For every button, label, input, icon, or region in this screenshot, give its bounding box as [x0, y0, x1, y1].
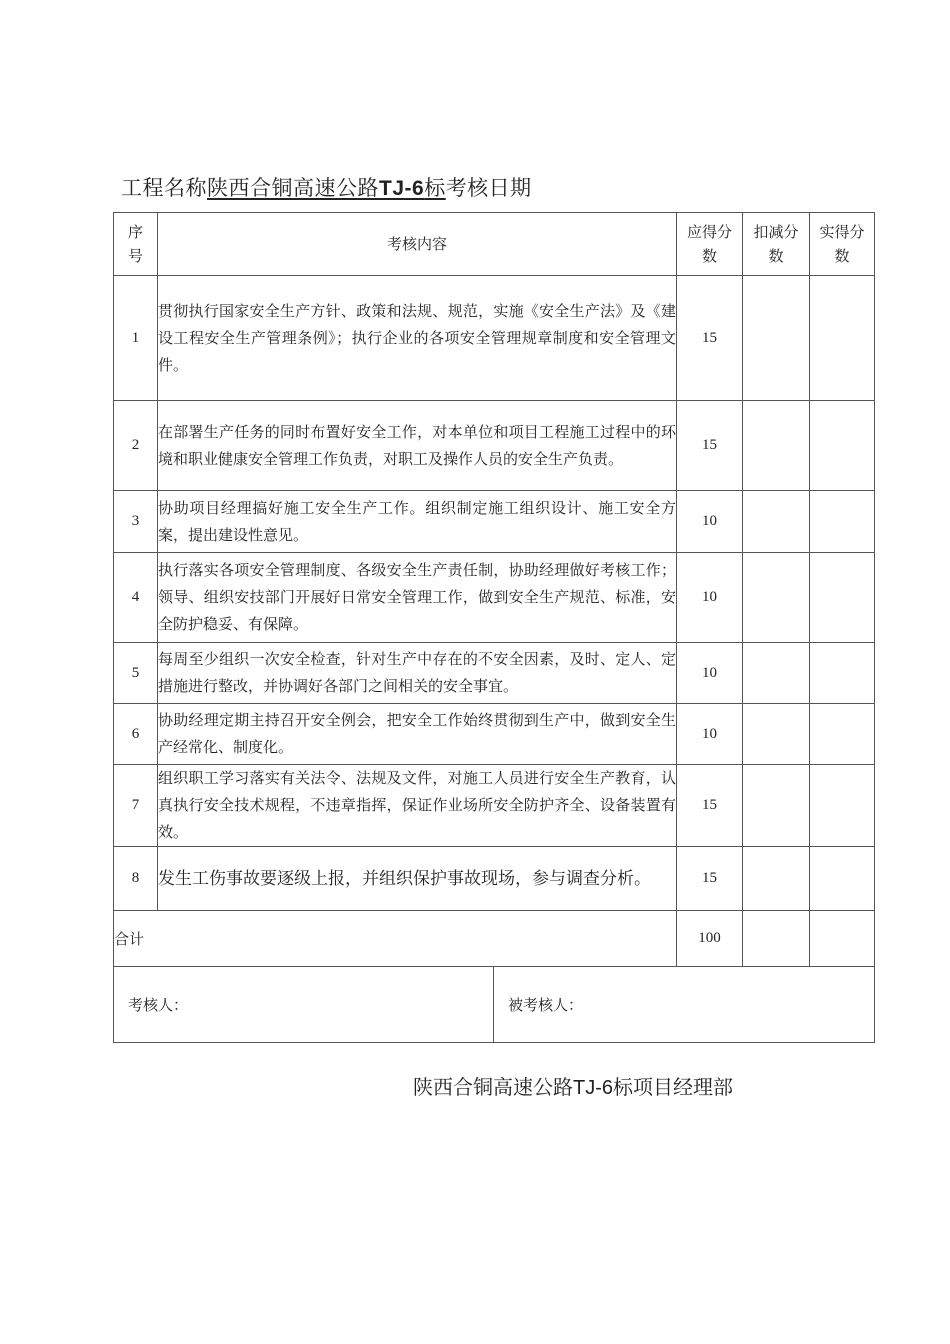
table-row: [114, 643, 875, 704]
row-deduction-cell[interactable]: [743, 704, 810, 765]
total-deduction-cell[interactable]: [743, 911, 810, 967]
total-actual-cell[interactable]: [810, 911, 875, 967]
header-line: [121, 172, 532, 202]
assessment-table: [113, 212, 875, 1043]
row-content: 每周至少组织一次安全检查，针对生产中存在的不安全因素，及时、定人、定措施进行整改，并协调好各部门之间相关的安全事宜。: [158, 650, 676, 695]
row-full-score: 15: [677, 765, 743, 847]
signature-cell: [114, 967, 875, 1043]
row-seq: 7: [114, 765, 158, 847]
row-full-score: 15: [677, 276, 743, 401]
table-row: [114, 401, 875, 491]
table-row: [114, 765, 875, 847]
org-name-part: 陕西合铜高速公路: [413, 1075, 573, 1099]
project-code: TJ-6: [379, 177, 425, 200]
row-seq: 8: [114, 847, 158, 911]
row-deduction-cell[interactable]: [743, 847, 810, 911]
row-actual-cell[interactable]: [810, 765, 875, 847]
signature-row: [114, 967, 875, 1043]
row-full-score: 15: [677, 847, 743, 911]
table-row: [114, 704, 875, 765]
signature-split: [114, 967, 874, 1042]
project-name: [207, 176, 446, 200]
row-content: 发生工伤事故要逐级上报，并组织保护事故现场，参与调查分析。: [158, 847, 677, 911]
row-actual-cell[interactable]: [810, 847, 875, 911]
row-deduction-cell[interactable]: [743, 401, 810, 491]
row-full-score: 10: [677, 643, 743, 704]
examiner-field[interactable]: [114, 967, 494, 1042]
table-row: [114, 276, 875, 401]
row-actual-cell[interactable]: [810, 491, 875, 553]
row-actual-cell[interactable]: [810, 643, 875, 704]
row-deduction-cell[interactable]: [743, 553, 810, 643]
project-name-suffix: 标: [424, 176, 446, 200]
col-header-deduction: 扣减分数: [743, 213, 810, 276]
row-seq: 5: [114, 643, 158, 704]
total-row: [114, 911, 875, 967]
total-score: 100: [677, 911, 743, 967]
row-actual-cell[interactable]: [810, 553, 875, 643]
row-content: 协助项目经理搞好施工安全生产工作。组织制定施工组织设计、施工安全方案，提出建设性意见。: [158, 491, 677, 553]
row-full-score: 15: [677, 401, 743, 491]
col-header-actual: 实得分数: [810, 213, 875, 276]
row-actual-cell[interactable]: [810, 276, 875, 401]
row-content: 贯彻执行国家安全生产方针、政策和法规、规范，实施《安全生产法》及《建设工程安全生产管理条例》；执行企业的各项安全管理规章制度和安全管理文件。: [158, 276, 677, 401]
row-seq: 1: [114, 276, 158, 401]
table-header-row: [114, 213, 875, 276]
row-content: 执行落实各项安全管理制度、各级安全生产责任制，协助经理做好考核工作；领导、组织安技部门开展好日常安全管理工作，做到安全生产规范、标准，安全防护稳妥、有保障。: [158, 553, 677, 643]
row-content: 组织职工学习落实有关法令、法规及文件，对施工人员进行安全生产教育，认真执行安全技术规程，不违章指挥，保证作业场所安全防护齐全、设备装置有效。: [158, 765, 677, 847]
examinee-label: 被考核人：: [508, 996, 584, 1014]
project-label: 工程名称: [121, 176, 207, 200]
row-deduction-cell[interactable]: [743, 491, 810, 553]
org-name-suffix: 标项目经理部: [613, 1075, 733, 1099]
row-full-score: 10: [677, 704, 743, 765]
org-code: TJ-6: [573, 1077, 613, 1099]
row-deduction-cell[interactable]: [743, 765, 810, 847]
row-actual-cell[interactable]: [810, 401, 875, 491]
total-label: 合计: [114, 911, 677, 967]
row-deduction-cell[interactable]: [743, 643, 810, 704]
date-label: 考核日期: [445, 176, 532, 200]
row-seq: 3: [114, 491, 158, 553]
row-seq: 4: [114, 553, 158, 643]
row-full-score: 10: [677, 491, 743, 553]
row-full-score: 10: [677, 553, 743, 643]
table-row: [114, 553, 875, 643]
examiner-label: 考核人：: [128, 996, 189, 1014]
row-seq: 2: [114, 401, 158, 491]
table-row: [114, 491, 875, 553]
col-header-full-score: 应得分数: [677, 213, 743, 276]
table-row: [114, 847, 875, 911]
row-actual-cell[interactable]: [810, 704, 875, 765]
issuing-organization: [413, 1071, 733, 1100]
row-seq: 6: [114, 704, 158, 765]
examinee-field[interactable]: [494, 967, 874, 1042]
row-content: 协助经理定期主持召开安全例会，把安全工作始终贯彻到生产中，做到安全生产经常化、制度化。: [158, 704, 677, 765]
row-content: 在部署生产任务的同时布置好安全工作，对本单位和项目工程施工过程中的环境和职业健康安全管理工作负责，对职工及操作人员的安全生产负责。: [158, 401, 677, 491]
col-header-seq: 序号: [114, 213, 158, 276]
row-content-cell: [158, 643, 677, 704]
row-deduction-cell[interactable]: [743, 276, 810, 401]
project-name-part: 陕西合铜高速公路: [207, 176, 379, 200]
col-header-content: 考核内容: [158, 213, 677, 276]
